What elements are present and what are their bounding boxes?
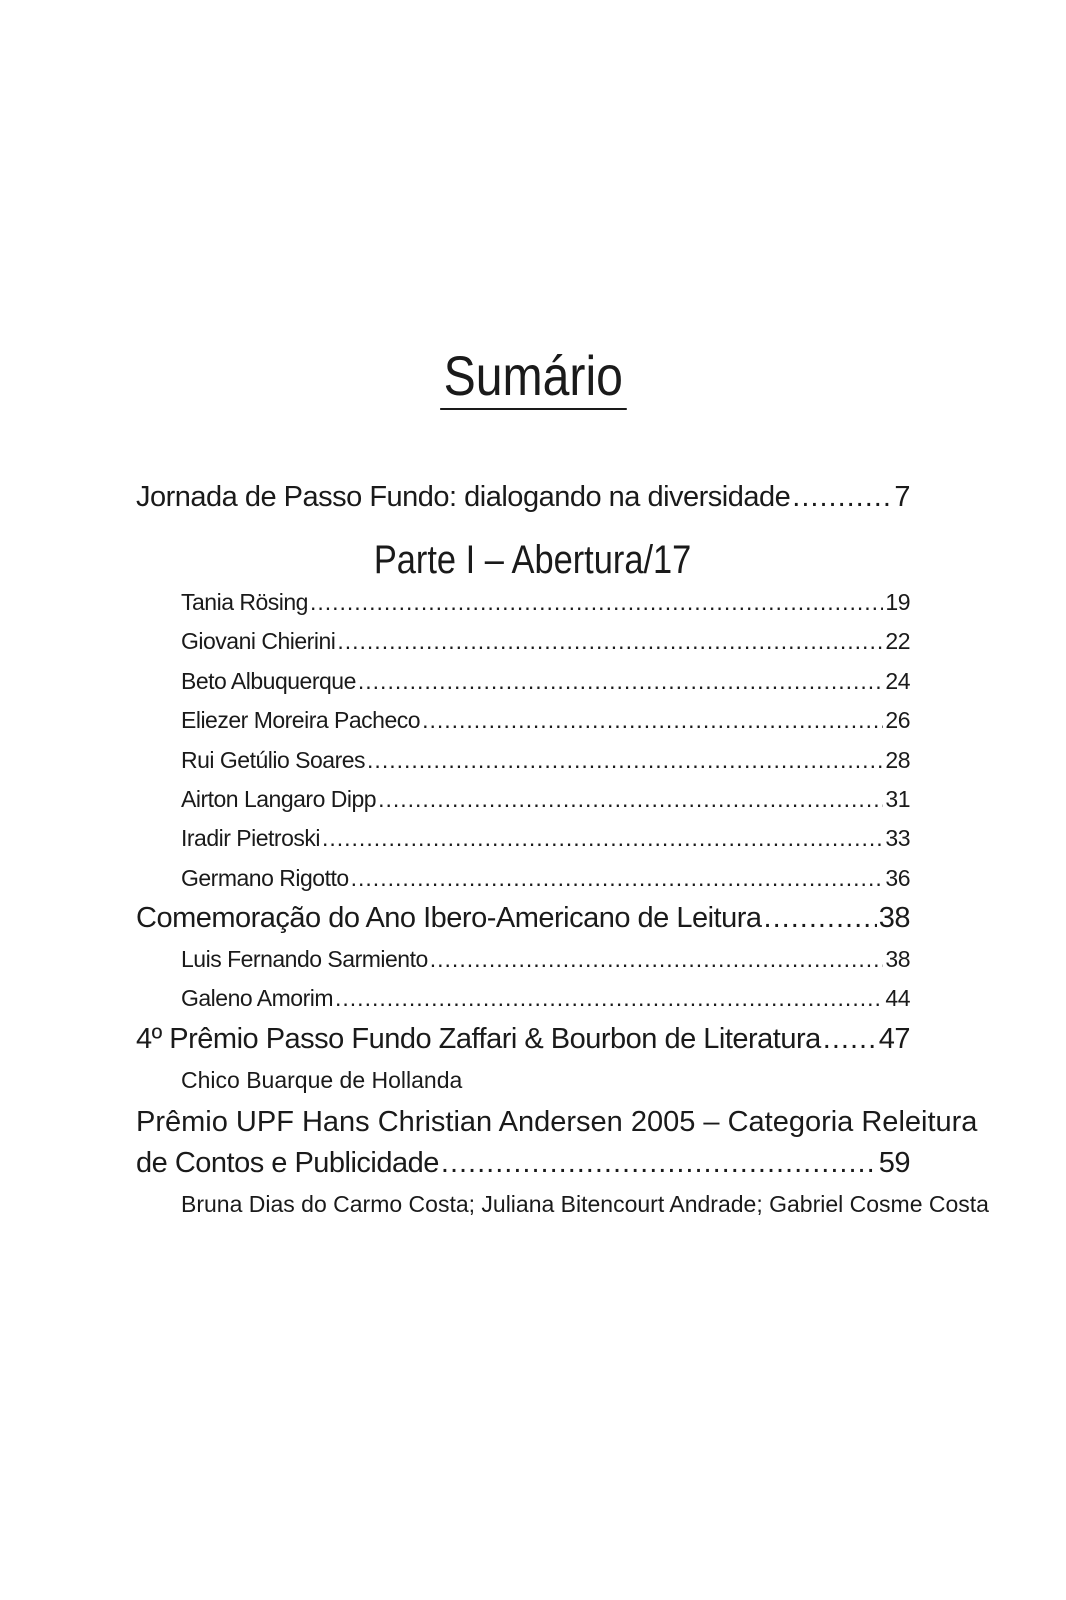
toc-entry-page: 59 (878, 1147, 910, 1179)
toc-entry[interactable] (181, 587, 910, 617)
toc-entry[interactable] (181, 823, 910, 853)
toc-entry-section[interactable] (136, 1145, 910, 1181)
toc-entry-page: 44 (885, 985, 910, 1011)
toc-entry[interactable] (181, 705, 910, 735)
toc-entry-label: de Contos e Publicidade (136, 1147, 439, 1179)
dot-leader (335, 983, 883, 1013)
toc-entry-page: 22 (885, 628, 910, 654)
page-title (0, 344, 1066, 410)
toc-entry-page: 7 (894, 481, 910, 513)
toc-entry[interactable] (181, 666, 910, 696)
toc-entry-label: Giovani Chierini (181, 628, 336, 654)
toc-entry-label: 4º Prêmio Passo Fundo Zaffari & Bourbon de Literatura (136, 1023, 821, 1055)
toc-entry[interactable] (181, 863, 910, 893)
toc-entry-label: Galeno Amorim (181, 985, 334, 1011)
toc-entry-page: 26 (885, 707, 910, 733)
toc-entry-label: Comemoração do Ano Ibero-Americano de Leitura (136, 902, 762, 934)
dot-leader (351, 863, 884, 893)
toc-entry-label: Rui Getúlio Soares (181, 747, 366, 773)
toc-entry-page: 31 (885, 786, 910, 812)
toc-entry-label-line1[interactable] (136, 1104, 977, 1140)
toc-entry-page: 33 (885, 825, 910, 851)
toc-entry-page: 36 (885, 865, 910, 891)
dot-leader (378, 784, 883, 814)
toc-entry-page: 38 (878, 902, 910, 934)
toc-entry-page: 24 (885, 668, 910, 694)
toc-entry-label: Prêmio UPF Hans Christian Andersen 2005 – Categoria Releitura (136, 1106, 978, 1138)
toc-entry-page: 47 (878, 1023, 910, 1055)
toc-author (181, 1065, 462, 1095)
toc-entry-label: Jornada de Passo Fundo: dialogando na diversidade (136, 481, 791, 513)
toc-entry[interactable] (181, 983, 910, 1013)
dot-leader (422, 705, 883, 735)
toc-entry-page: 19 (885, 589, 910, 615)
dot-leader (337, 626, 883, 656)
toc-author-text: Chico Buarque de Hollanda (181, 1067, 463, 1093)
toc-entry-section[interactable] (136, 1021, 910, 1057)
toc-entry[interactable] (181, 745, 910, 775)
dot-leader (430, 944, 884, 974)
toc-entry-label: Beto Albuquerque (181, 668, 356, 694)
dot-leader (367, 745, 883, 775)
dot-leader (441, 1145, 877, 1181)
part-heading-text: Parte I – Abertura/17 (374, 538, 692, 582)
dot-leader (792, 479, 892, 515)
dot-leader (322, 823, 883, 853)
toc-entry-page: 38 (885, 946, 910, 972)
toc-entry-label: Iradir Pietroski (181, 825, 320, 851)
dot-leader (310, 587, 883, 617)
toc-entry[interactable] (181, 626, 910, 656)
toc-entry-label: Eliezer Moreira Pacheco (181, 707, 421, 733)
dot-leader (764, 900, 877, 936)
part-heading (0, 536, 1066, 584)
toc-entry-label: Airton Langaro Dipp (181, 786, 377, 812)
page-title-text: Sumário (440, 344, 626, 410)
dot-leader (823, 1021, 877, 1057)
toc-author-text: Bruna Dias do Carmo Costa; Juliana Bitencourt Andrade; Gabriel Cosme Costa (181, 1191, 989, 1217)
toc-entry[interactable] (181, 784, 910, 814)
dot-leader (358, 666, 884, 696)
toc-entry-intro[interactable] (136, 479, 910, 515)
toc-entry-section[interactable] (136, 900, 910, 936)
toc-entry-label: Tania Rösing (181, 589, 308, 615)
toc-entry-label: Germano Rigotto (181, 865, 349, 891)
toc-entry[interactable] (181, 944, 910, 974)
toc-author (181, 1189, 989, 1219)
toc-entry-label: Luis Fernando Sarmiento (181, 946, 428, 972)
toc-entry-page: 28 (885, 747, 910, 773)
